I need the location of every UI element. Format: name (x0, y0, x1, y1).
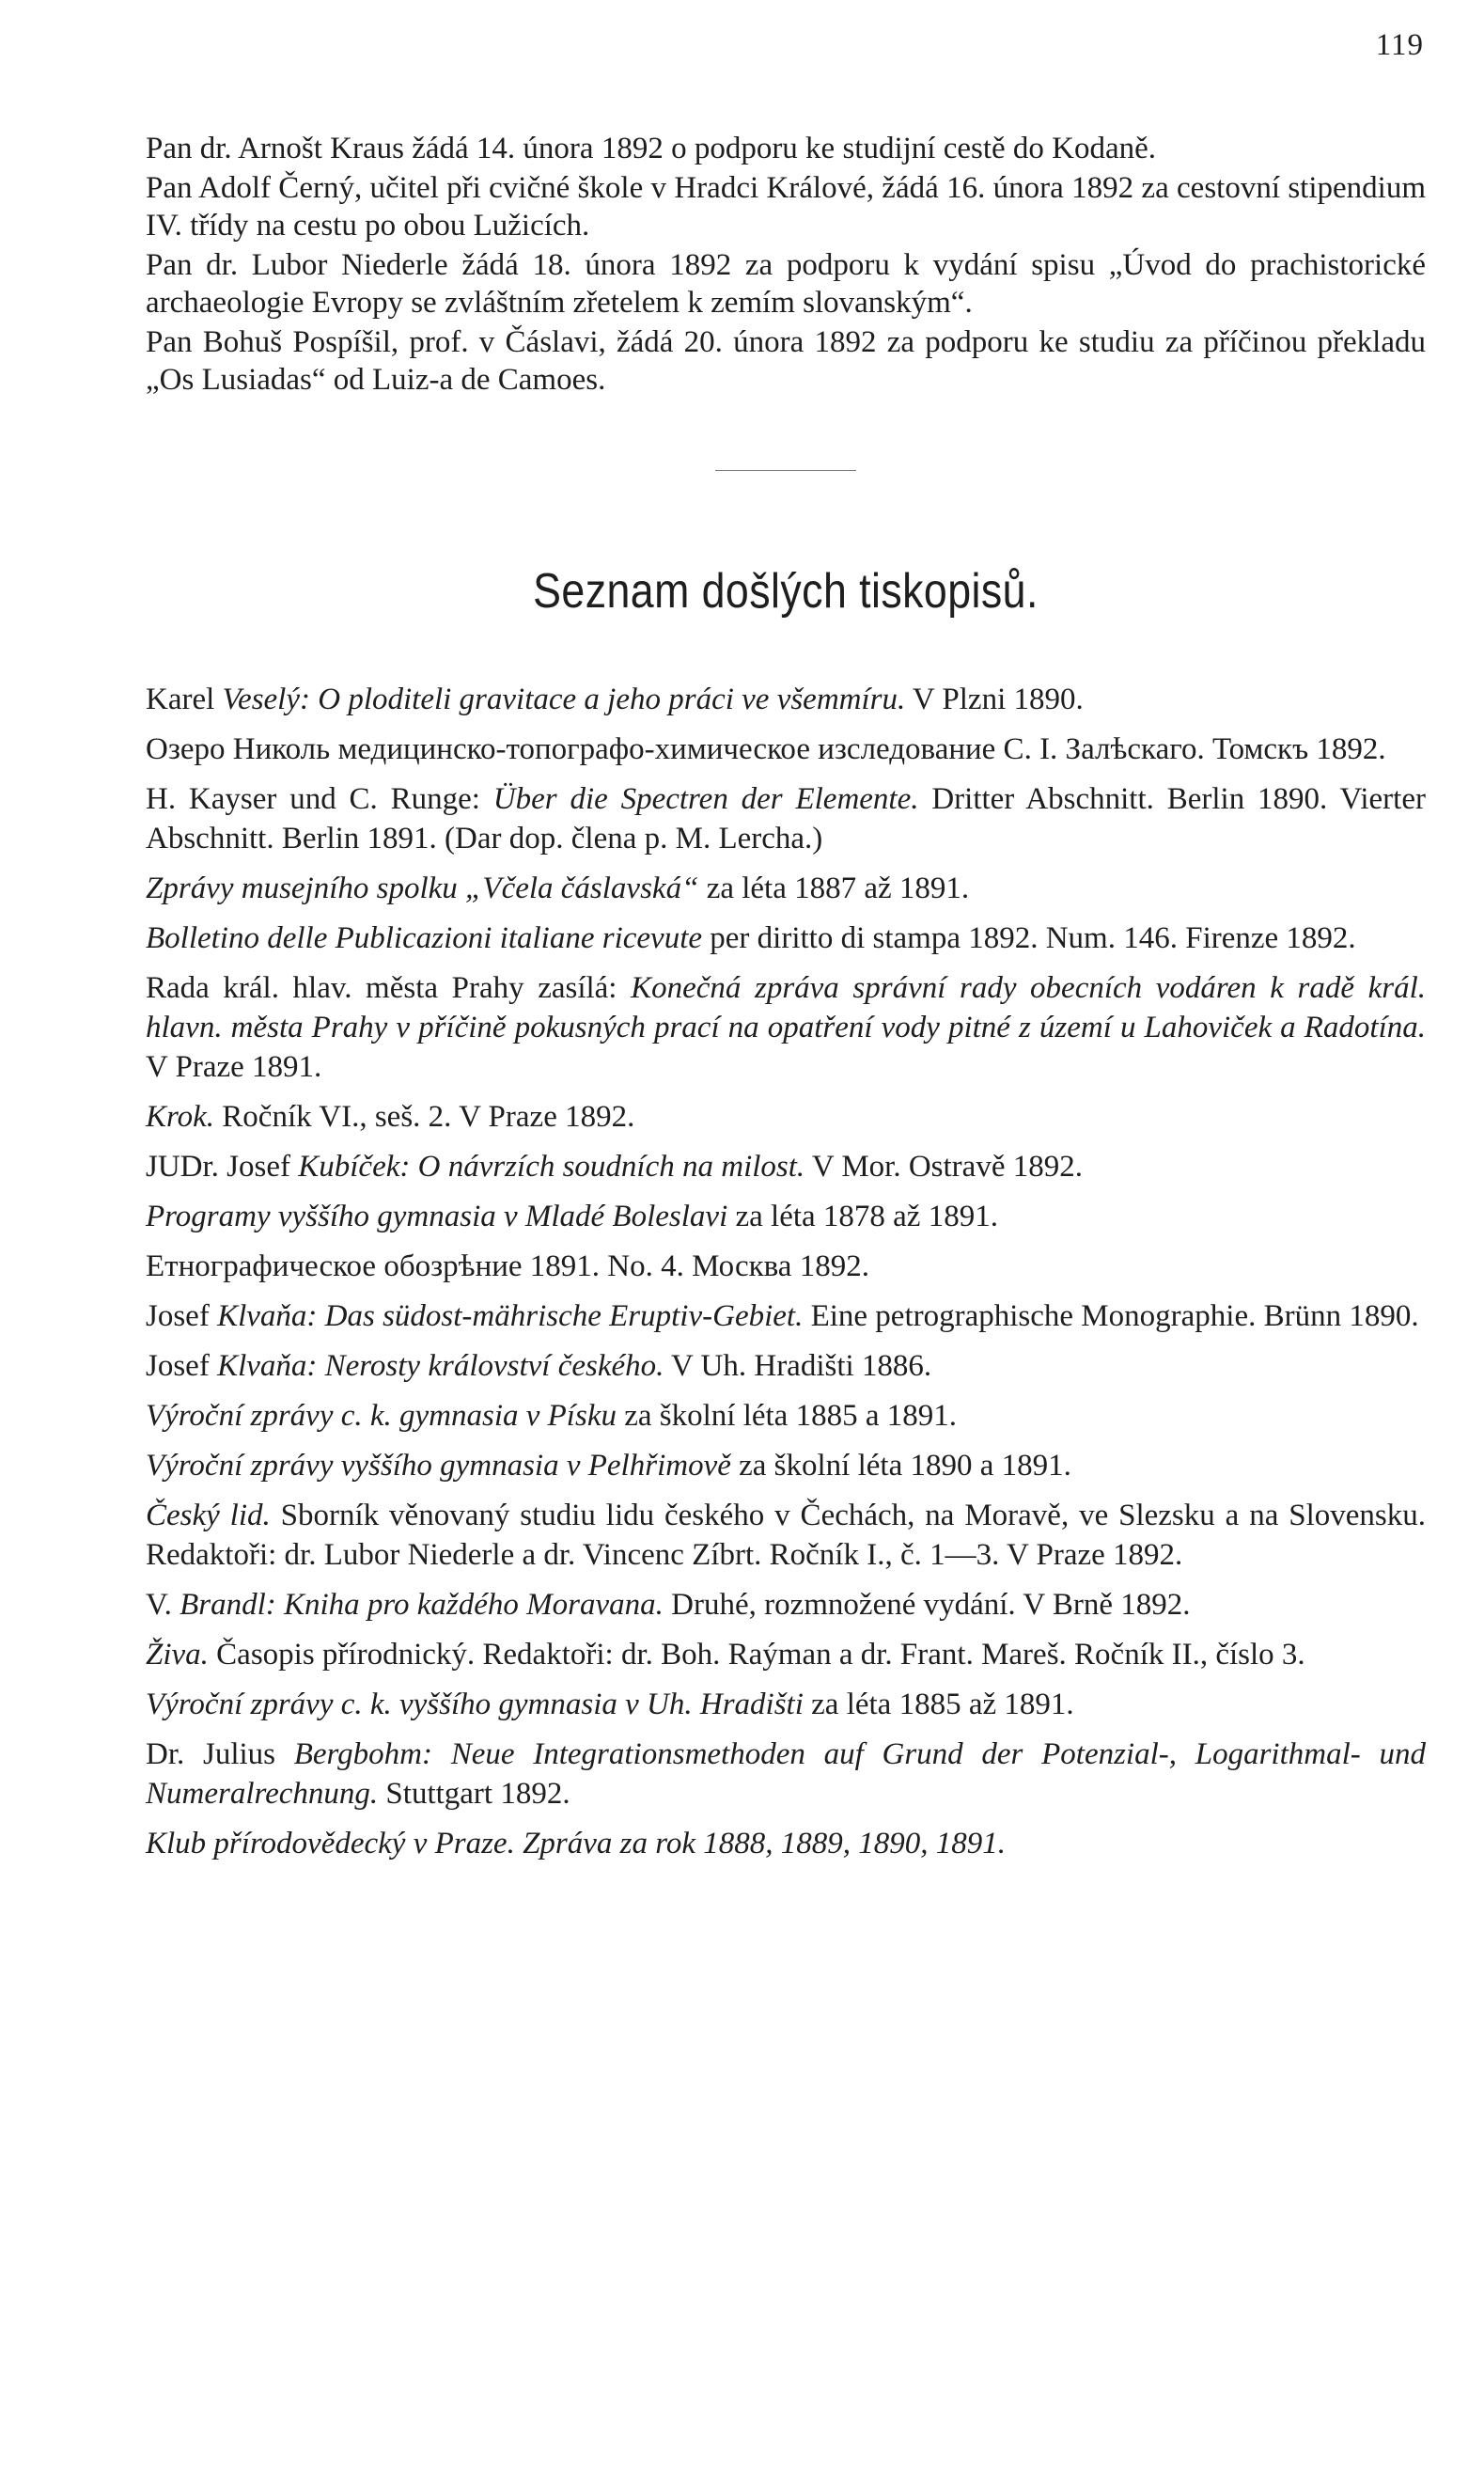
entry-italic: Konečná zpráva správní rady obecních vodáren k radě král. hlavn. města Prahy v příčině pokusných prací na opatření vody pitné z území u Lahoviček a Radotína. (146, 971, 1426, 1044)
entry-plain: V Plzni 1890. (905, 683, 1084, 716)
request-paragraph: Pan Adolf Černý, učitel při cvičné škole v Hradci Králové, žádá 16. února 1892 za cestovní stipendium IV. třídy na cestu po obou Lužicích. (146, 171, 1426, 243)
entry-italic: Český lid. (146, 1499, 271, 1532)
entry-italic: Kubíček: O návrzích soudních na milost. (298, 1150, 805, 1184)
section-divider (715, 470, 856, 471)
publication-entry (146, 1346, 1426, 1386)
entry-plain: Sborník věnovaný studiu lidu českého v Čechách, na Moravě, ve Slezsku a na Slovensku. Redaktoři: dr. Lubor Niederle a dr. Vincenc Zíbrt. Ročník I., č. 1—3. V Praze 1892. (146, 1499, 1426, 1572)
entry-plain: V Mor. Ostravě 1892. (804, 1150, 1083, 1184)
publication-entry (146, 680, 1426, 719)
request-paragraph: Pan Bohuš Pospíšil, prof. v Čáslavi, žádá 20. února 1892 za podporu ke studiu za příčinou překladu „Os Lusiadas“ od Luiz-a de Camoes. (146, 325, 1426, 397)
publication-entry (146, 1247, 1426, 1286)
entry-italic: Výroční zprávy c. k. vyššího gymnasia v Uh. Hradišti (146, 1688, 804, 1721)
request-paragraph: Pan dr. Lubor Niederle žádá 18. února 1892 za podporu k vydání spisu „Úvod do prachistorické archaeologie Evropy se zvláštním zřetelem k zemím slovanským“. (146, 248, 1426, 320)
publication-entry (146, 918, 1426, 958)
entry-plain: V. (146, 1588, 180, 1622)
entry-plain: Dr. Julius (146, 1737, 294, 1771)
entry-plain: V Uh. Hradišti 1886. (664, 1349, 932, 1383)
entry-italic: Krok. (146, 1100, 215, 1134)
entry-plain: Dritter Abschnitt. Berlin 1890. Vierter Abschnitt. Berlin 1891. (Dar dop. člena p. M. Lercha.) (146, 782, 1426, 856)
entry-italic: Über die Spectren der Elemente. (492, 782, 919, 816)
request-paragraph: Pan dr. Arnošt Kraus žádá 14. února 1892 o podporu ke studijní cestě do Kodaně. (146, 132, 1157, 165)
entry-italic: Bolletino delle Publicazioni italiane ricevute (146, 921, 703, 955)
publication-entry (146, 1396, 1426, 1436)
publication-entry (146, 1685, 1426, 1724)
entry-plain: Josef (146, 1349, 218, 1383)
entry-plain: za školní léta 1890 a 1891. (730, 1449, 1071, 1483)
entry-plain: H. Kayser und C. Runge: (146, 782, 493, 816)
entry-italic: Veselý: O ploditeli gravitace a jeho práci ve všemmíru. (222, 683, 906, 716)
publication-entry (146, 1197, 1426, 1236)
publication-entry (146, 1097, 1426, 1137)
entry-plain: za školní léta 1885 a 1891. (616, 1399, 957, 1433)
publication-entry (146, 1824, 1426, 1863)
publication-entry (146, 1296, 1426, 1336)
publication-entry (146, 1496, 1426, 1575)
entry-plain: Ročník VI., seš. 2. V Praze 1892. (214, 1100, 635, 1134)
entry-italic: Výroční zprávy vyššího gymnasia v Pelhřimově (146, 1449, 731, 1483)
entry-italic: Klvaňa: Das südost-mährische Eruptiv-Gebiet. (217, 1299, 804, 1333)
entry-italic: Bergbohm: Neue Integrationsmethoden auf Grund der Potenzial-, Logarithmal- und Numeralrechnung. (146, 1737, 1426, 1811)
page-content (146, 130, 1426, 1874)
publication-entry (146, 1446, 1426, 1485)
entry-plain: Eine petrographische Monographie. Brünn 1890. (803, 1299, 1419, 1333)
section-heading: Seznam došlých tiskopisů. (533, 564, 1039, 619)
entry-italic: Zprávy musejního spolku „Včela čáslavská“ (146, 871, 699, 905)
entry-plain: Josef (146, 1299, 218, 1333)
entry-italic: Klub přírodovědecký v Praze. Zpráva za rok 1888, 1889, 1890, 1891. (146, 1827, 1007, 1861)
publication-entry (146, 869, 1426, 908)
entry-italic: Klvaňa: Nerosty království českého. (217, 1349, 664, 1383)
publication-entry (146, 1585, 1426, 1625)
entry-plain: za léta 1887 až 1891. (698, 871, 970, 905)
publication-entry (146, 1147, 1426, 1186)
entry-plain: Časopis přírodnický. Redaktoři: dr. Boh. Raýman a dr. Frant. Mareš. Ročník II., číslo 3. (208, 1638, 1305, 1672)
entry-plain: za léta 1878 až 1891. (727, 1200, 998, 1233)
page-number: 119 (1375, 28, 1424, 62)
requests-section (146, 130, 1426, 399)
entry-plain: Druhé, rozmnožené vydání. V Brně 1892. (663, 1588, 1191, 1622)
entry-plain: za léta 1885 až 1891. (803, 1688, 1074, 1721)
entry-plain: Stuttgart 1892. (378, 1777, 570, 1811)
publication-entry (146, 779, 1426, 858)
publications-list (146, 680, 1426, 1863)
entry-plain: Karel (146, 683, 223, 716)
entry-italic: Brandl: Kniha pro každého Moravana. (180, 1588, 664, 1622)
entry-italic: Živa. (146, 1638, 209, 1672)
entry-plain: V Praze 1891. (146, 1050, 322, 1084)
entry-italic: Výroční zprávy c. k. gymnasia v Písku (146, 1399, 617, 1433)
entry-plain: per diritto di stampa 1892. Num. 146. Firenze 1892. (702, 921, 1356, 955)
publication-entry (146, 968, 1426, 1087)
entry-italic: Programy vyššího gymnasia v Mladé Boleslavi (146, 1200, 728, 1233)
publication-entry (146, 1735, 1426, 1813)
entry-plain: Rada král. hlav. města Prahy zasílá: (146, 971, 632, 1005)
entry-plain: JUDr. Josef (146, 1150, 299, 1184)
publication-entry (146, 730, 1426, 769)
publication-entry (146, 1635, 1426, 1674)
entry-plain: Озеро Николь медицинско-топографо-химическое изследование С. I. Залѣскаго. Томскъ 1892. (146, 732, 1386, 766)
entry-plain: Етнографическое обозрѣние 1891. No. 4. Москва 1892. (146, 1249, 869, 1283)
